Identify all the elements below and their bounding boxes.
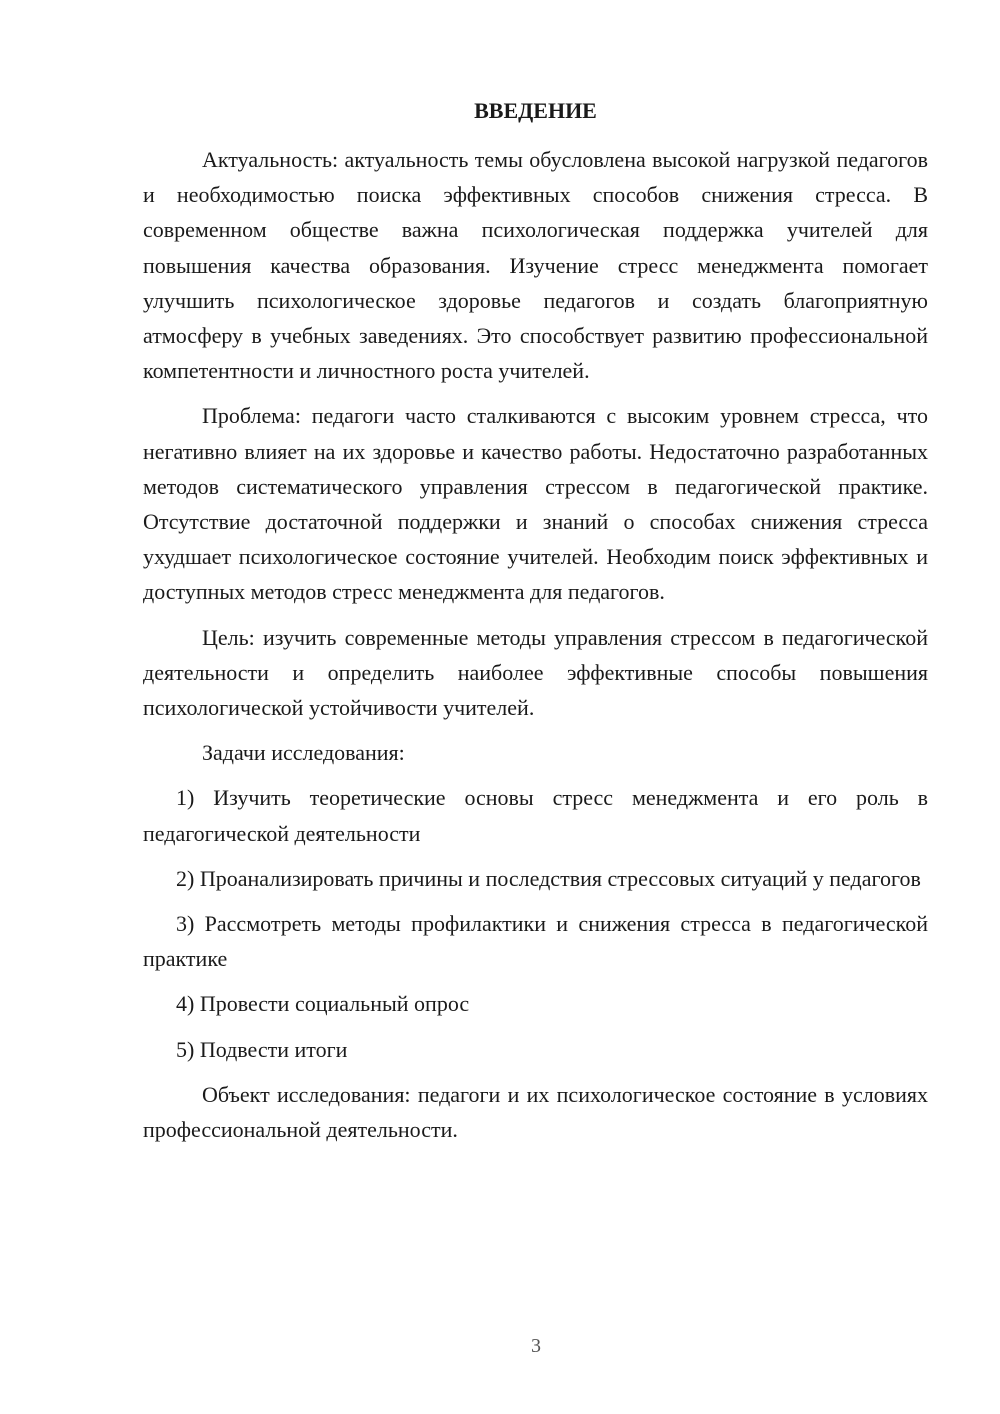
object-paragraph: Объект исследования: педагоги и их психологическое состояние в условиях профессиональной деятельности. (143, 1081, 928, 1143)
task-item: 4) Провести социальный опрос (176, 991, 470, 1017)
page-number: 3 (531, 1335, 541, 1357)
task-item: 1) Изучить теоретические основы стресс менеджмента и его роль в педагогической деятельности (143, 785, 928, 846)
task-item: 3) Рассмотреть методы профилактики и снижения стресса в педагогической практике (143, 911, 928, 972)
relevance-paragraph: Актуальность: актуальность темы обусловлена высокой нагрузкой педагогов и необходимостью поиска эффективных способов снижения стресса. В современном обществе важна психологическая поддержка учителей для повышения качества образования. Изучение стресс менеджмента помогает улучшить психологическое здоровье педагогов и создать благоприятную атмосферу в учебных заведениях. Это способствует развитию профессиональной компетентности и личностного роста учителей. (143, 147, 928, 384)
goal-paragraph: Цель: изучить современные методы управления стрессом в педагогической деятельности и определить наиболее эффективные способы повышения психологической устойчивости учителей. (143, 624, 928, 721)
task-item: 2) Проанализировать причины и последствия стрессовых ситуаций у педагогов (176, 865, 921, 891)
tasks-heading: Задачи исследования: (202, 740, 405, 766)
problem-paragraph: Проблема: педагоги часто сталкиваются с высоким уровнем стресса, что негативно влияет на их здоровье и качество работы. Недостаточно разработанных методов систематического управления стрессом в педагогической практике. Отсутствие достаточной поддержки и знаний о способах снижения стресса ухудшает психологическое состояние учителей. Необходим поиск эффективных и доступных методов стресс менеджмента для педагогов. (143, 403, 928, 605)
task-item: 5) Подвести итоги (176, 1036, 348, 1062)
page-body (143, 142, 928, 1157)
section-heading: ВВЕДЕНИЕ (474, 98, 597, 123)
